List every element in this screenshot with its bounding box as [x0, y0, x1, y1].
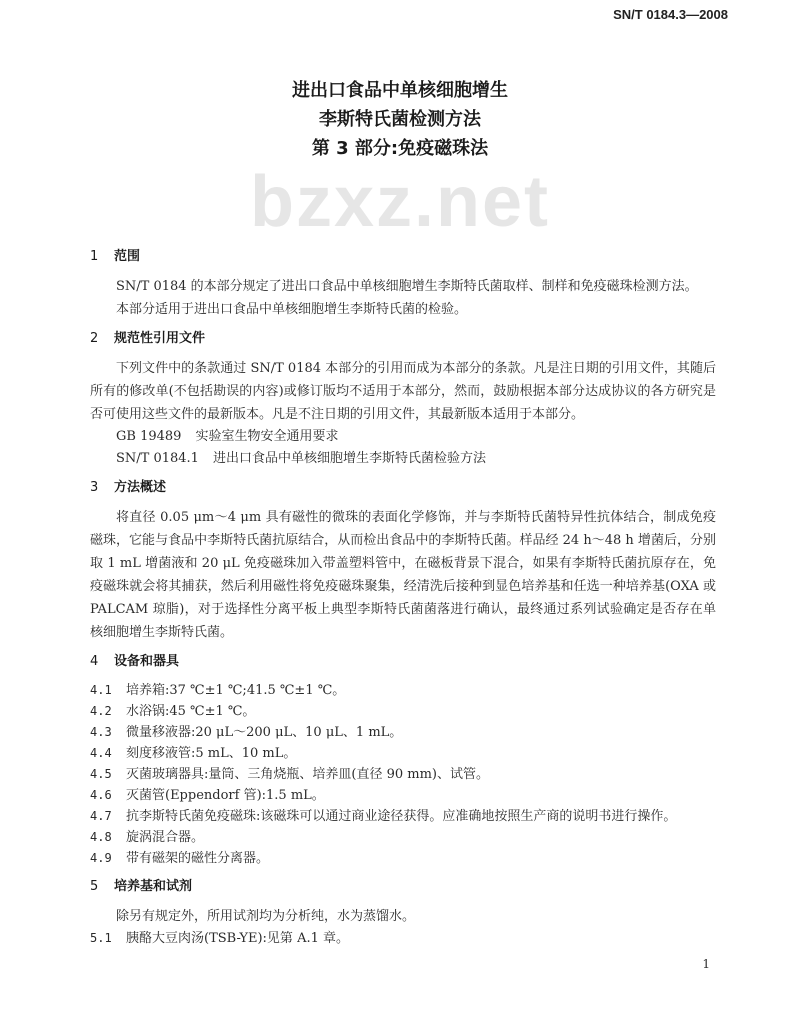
reference-code: GB 19489 [116, 429, 182, 444]
list-item [90, 928, 716, 949]
doc-title-line-1: 进出口食品中单核细胞增生 [292, 80, 508, 101]
section-heading-1 [90, 247, 716, 267]
list-item [90, 785, 716, 806]
reference-item [90, 448, 716, 470]
item-number: 4.3 [90, 725, 112, 739]
item-text: 刻度移液管:5 mL、10 mL。 [126, 746, 297, 761]
reference-title: 进出口食品中单核细胞增生李斯特氏菌检验方法 [212, 451, 486, 466]
doc-title-line-2: 李斯特氏菌检测方法 [319, 109, 481, 130]
doc-title [0, 76, 800, 163]
item-text: 旋涡混合器。 [126, 830, 205, 845]
section-number: 2 [90, 331, 99, 346]
item-number: 4.9 [90, 851, 112, 865]
paragraph: 除另有规定外，所用试剂均为分析纯，水为蒸馏水。 [116, 909, 416, 924]
item-text: 微量移液器:20 μL～200 μL、10 μL、1 mL。 [126, 725, 403, 740]
reference-title: 实验室生物安全通用要求 [195, 429, 339, 444]
section-heading-5 [90, 877, 716, 897]
page-number: 1 [702, 957, 710, 971]
list-item [90, 722, 716, 743]
doc-title-line-3: 第 3 部分:免疫磁珠法 [311, 138, 489, 159]
reference-item [90, 426, 716, 448]
paragraph: 将直径 0.05 μm～4 μm 具有磁性的微珠的表面化学修饰，并与李斯特氏菌特异性抗体结合，制成免疫磁珠，它能与食品中李斯特氏菌抗原结合，从而检出食品中的李斯特氏菌。样品经 24 h～48 h 增菌后，分别取 1 mL 增菌液和 20 μL 免疫磁珠加入带盖塑料管中，在磁板背景下混合，如果有李斯特氏菌抗原存在，免疫磁珠就会将其捕获，然后利用磁性将免疫磁珠聚集，经清洗后接种到显色培养基和任选一种培养基(OXA 或 PALCAM 琼脂)，对于选择性分离平板上典型李斯特氏菌菌落进行确认，最终通过系列试验确定是否存在单核细胞增生李斯特氏菌。 [90, 510, 716, 640]
item-number: 4.7 [90, 809, 112, 823]
item-text: 水浴锅:45 ℃±1 ℃。 [126, 704, 256, 719]
item-number: 4.2 [90, 704, 112, 718]
list-item [90, 827, 716, 848]
list-item [90, 743, 716, 764]
item-number: 4.6 [90, 788, 112, 802]
section-number: 4 [90, 654, 99, 669]
paragraph: SN/T 0184 的本部分规定了进出口食品中单核细胞增生李斯特氏菌取样、制样和免疫磁珠检测方法。 [116, 279, 698, 294]
item-number: 4.1 [90, 683, 112, 697]
section-number: 3 [90, 480, 99, 495]
list-item [90, 680, 716, 701]
item-text: 抗李斯特氏菌免疫磁珠:该磁珠可以通过商业途径获得。应准确地按照生产商的说明书进行操作。 [126, 809, 677, 824]
item-number: 4.4 [90, 746, 112, 760]
item-text: 灭菌玻璃器具:量筒、三角烧瓶、培养皿(直径 90 mm)、试管。 [126, 767, 489, 782]
item-number: 4.8 [90, 830, 112, 844]
section-title: 方法概述 [114, 480, 167, 495]
section-number: 5 [90, 879, 99, 894]
list-item [90, 701, 716, 722]
item-number: 5.1 [90, 931, 112, 945]
item-number: 4.5 [90, 767, 112, 781]
item-text: 带有磁架的磁性分离器。 [126, 851, 270, 866]
section-heading-3 [90, 478, 716, 498]
reference-code: SN/T 0184.1 [116, 451, 199, 466]
watermark: bzxz.net [249, 162, 551, 242]
section-title: 范围 [114, 249, 141, 264]
list-item [90, 848, 716, 869]
item-text: 灭菌管(Eppendorf 管):1.5 mL。 [126, 788, 325, 803]
section-title: 规范性引用文件 [114, 331, 206, 346]
item-text: 培养箱:37 ℃±1 ℃;41.5 ℃±1 ℃。 [126, 683, 346, 698]
item-text: 胰酪大豆肉汤(TSB-YE):见第 A.1 章。 [126, 931, 349, 946]
section-heading-2 [90, 329, 716, 349]
section-title: 培养基和试剂 [114, 879, 193, 894]
section-number: 1 [90, 249, 99, 264]
list-item [90, 764, 716, 785]
section-heading-4 [90, 652, 716, 672]
section-title: 设备和器具 [114, 654, 180, 669]
list-item [90, 806, 716, 827]
standard-number: SN/T 0184.3—2008 [613, 7, 728, 22]
paragraph: 下列文件中的条款通过 SN/T 0184 本部分的引用而成为本部分的条款。凡是注日期的引用文件，其随后所有的修改单(不包括勘误的内容)或修订版均不适用于本部分，然而，鼓励根据本部分达成协议的各方研究是否可使用这些文件的最新版本。凡是不注日期的引用文件，其最新版本适用于本部分。 [90, 361, 716, 422]
paragraph: 本部分适用于进出口食品中单核细胞增生李斯特氏菌的检验。 [116, 302, 468, 317]
